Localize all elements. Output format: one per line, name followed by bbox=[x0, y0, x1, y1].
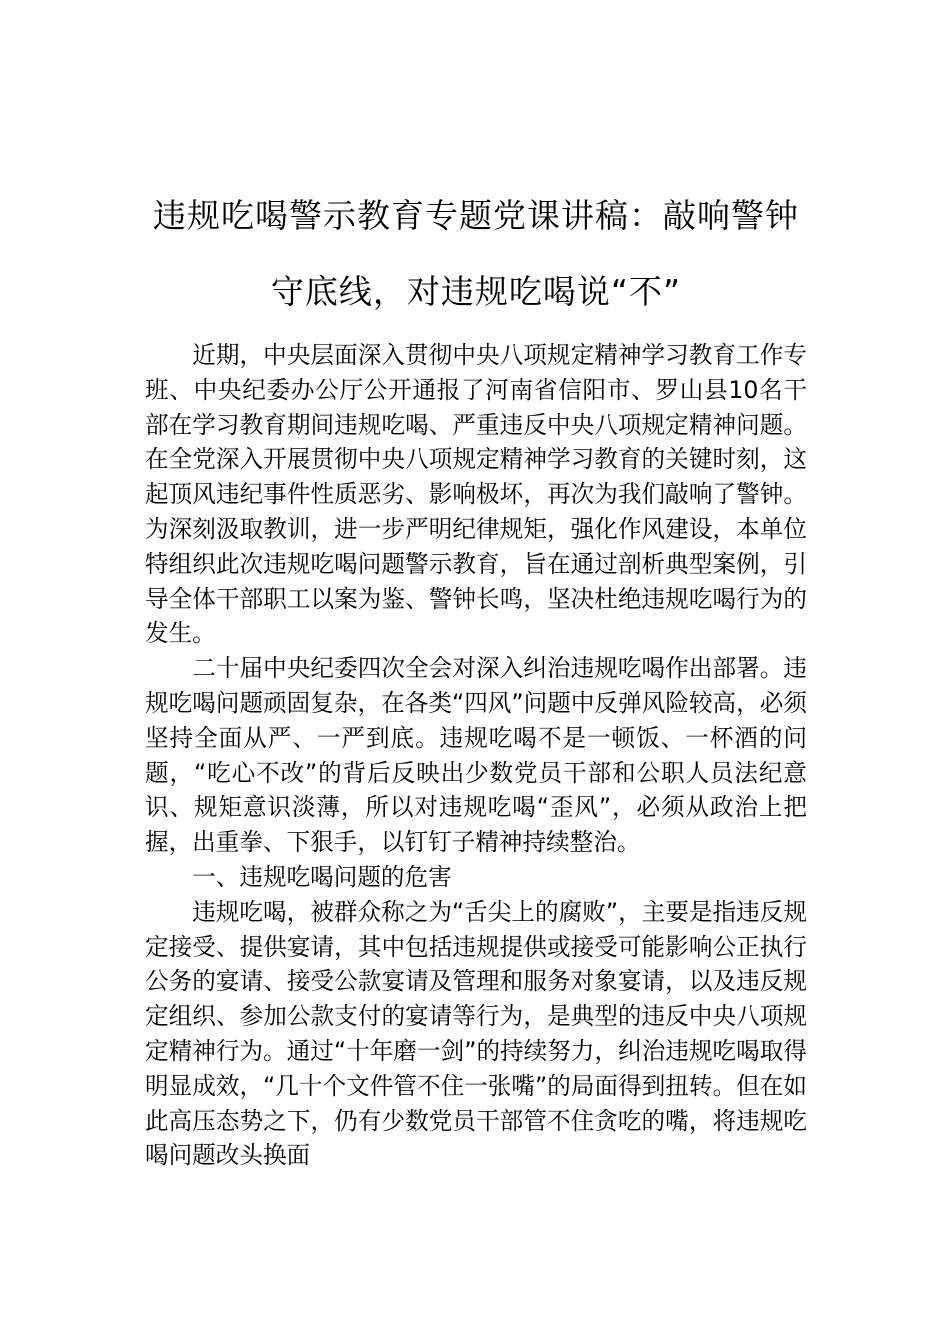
document-title: 违规吃喝警示教育专题党课讲稿：敲响警钟守底线，对违规吃喝说“不” bbox=[153, 196, 799, 311]
document-body bbox=[145, 338, 807, 1173]
section-heading: 一、违规吃喝问题的危害 bbox=[192, 862, 452, 891]
paragraph-intro: 近期，中央层面深入贯彻中央八项规定精神学习教育工作专班、中央纪委办公厅公开通报了河南省信阳市、罗山县10名干部在学习教育期间违规吃喝、严重违反中央八项规定精神问题。在全党深入开展贯彻中央八项规定精神学习教育的关键时刻，这起顶风违纪事件性质恶劣、影响极坏，再次为我们敲响了警钟。为深刻汲取教训，进一步严明纪律规矩，强化作风建设，本单位特组织此次违规吃喝问题警示教育，旨在通过剖析典型案例，引导全体干部职工以案为鉴、警钟长鸣，坚决杜绝违规吃喝行为的发生。 bbox=[145, 341, 807, 648]
paragraph-deployment: 二十届中央纪委四次全会对深入纠治违规吃喝作出部署。违规吃喝问题顽固复杂，在各类“四风”问题中反弹风险较高，必须坚持全面从严、一严到底。违规吃喝不是一顿饭、一杯酒的问题，“吃心不改”的背后反映出少数党员干部和公职人员法纪意识、规矩意识淡薄，所以对违规吃喝“歪风”，必须从政治上把握，出重拳、下狠手，以钉钉子精神持续整治。 bbox=[145, 654, 807, 857]
paragraph-harm: 违规吃喝，被群众称之为“舌尖上的腐败”，主要是指违反规定接受、提供宴请，其中包括违规提供或接受可能影响公正执行公务的宴请、接受公款宴请及管理和服务对象宴请，以及违反规定组织、参加公款支付的宴请等行为，是典型的违反中央八项规定精神行为。通过“十年磨一剑”的持续努力，纠治违规吃喝取得明显成效，“几十个文件管不住一张嘴”的局面得到扭转。但在如此高压态势之下，仍有少数党员干部管不住贪吃的嘴，将违规吃喝问题改头换面 bbox=[145, 897, 807, 1170]
